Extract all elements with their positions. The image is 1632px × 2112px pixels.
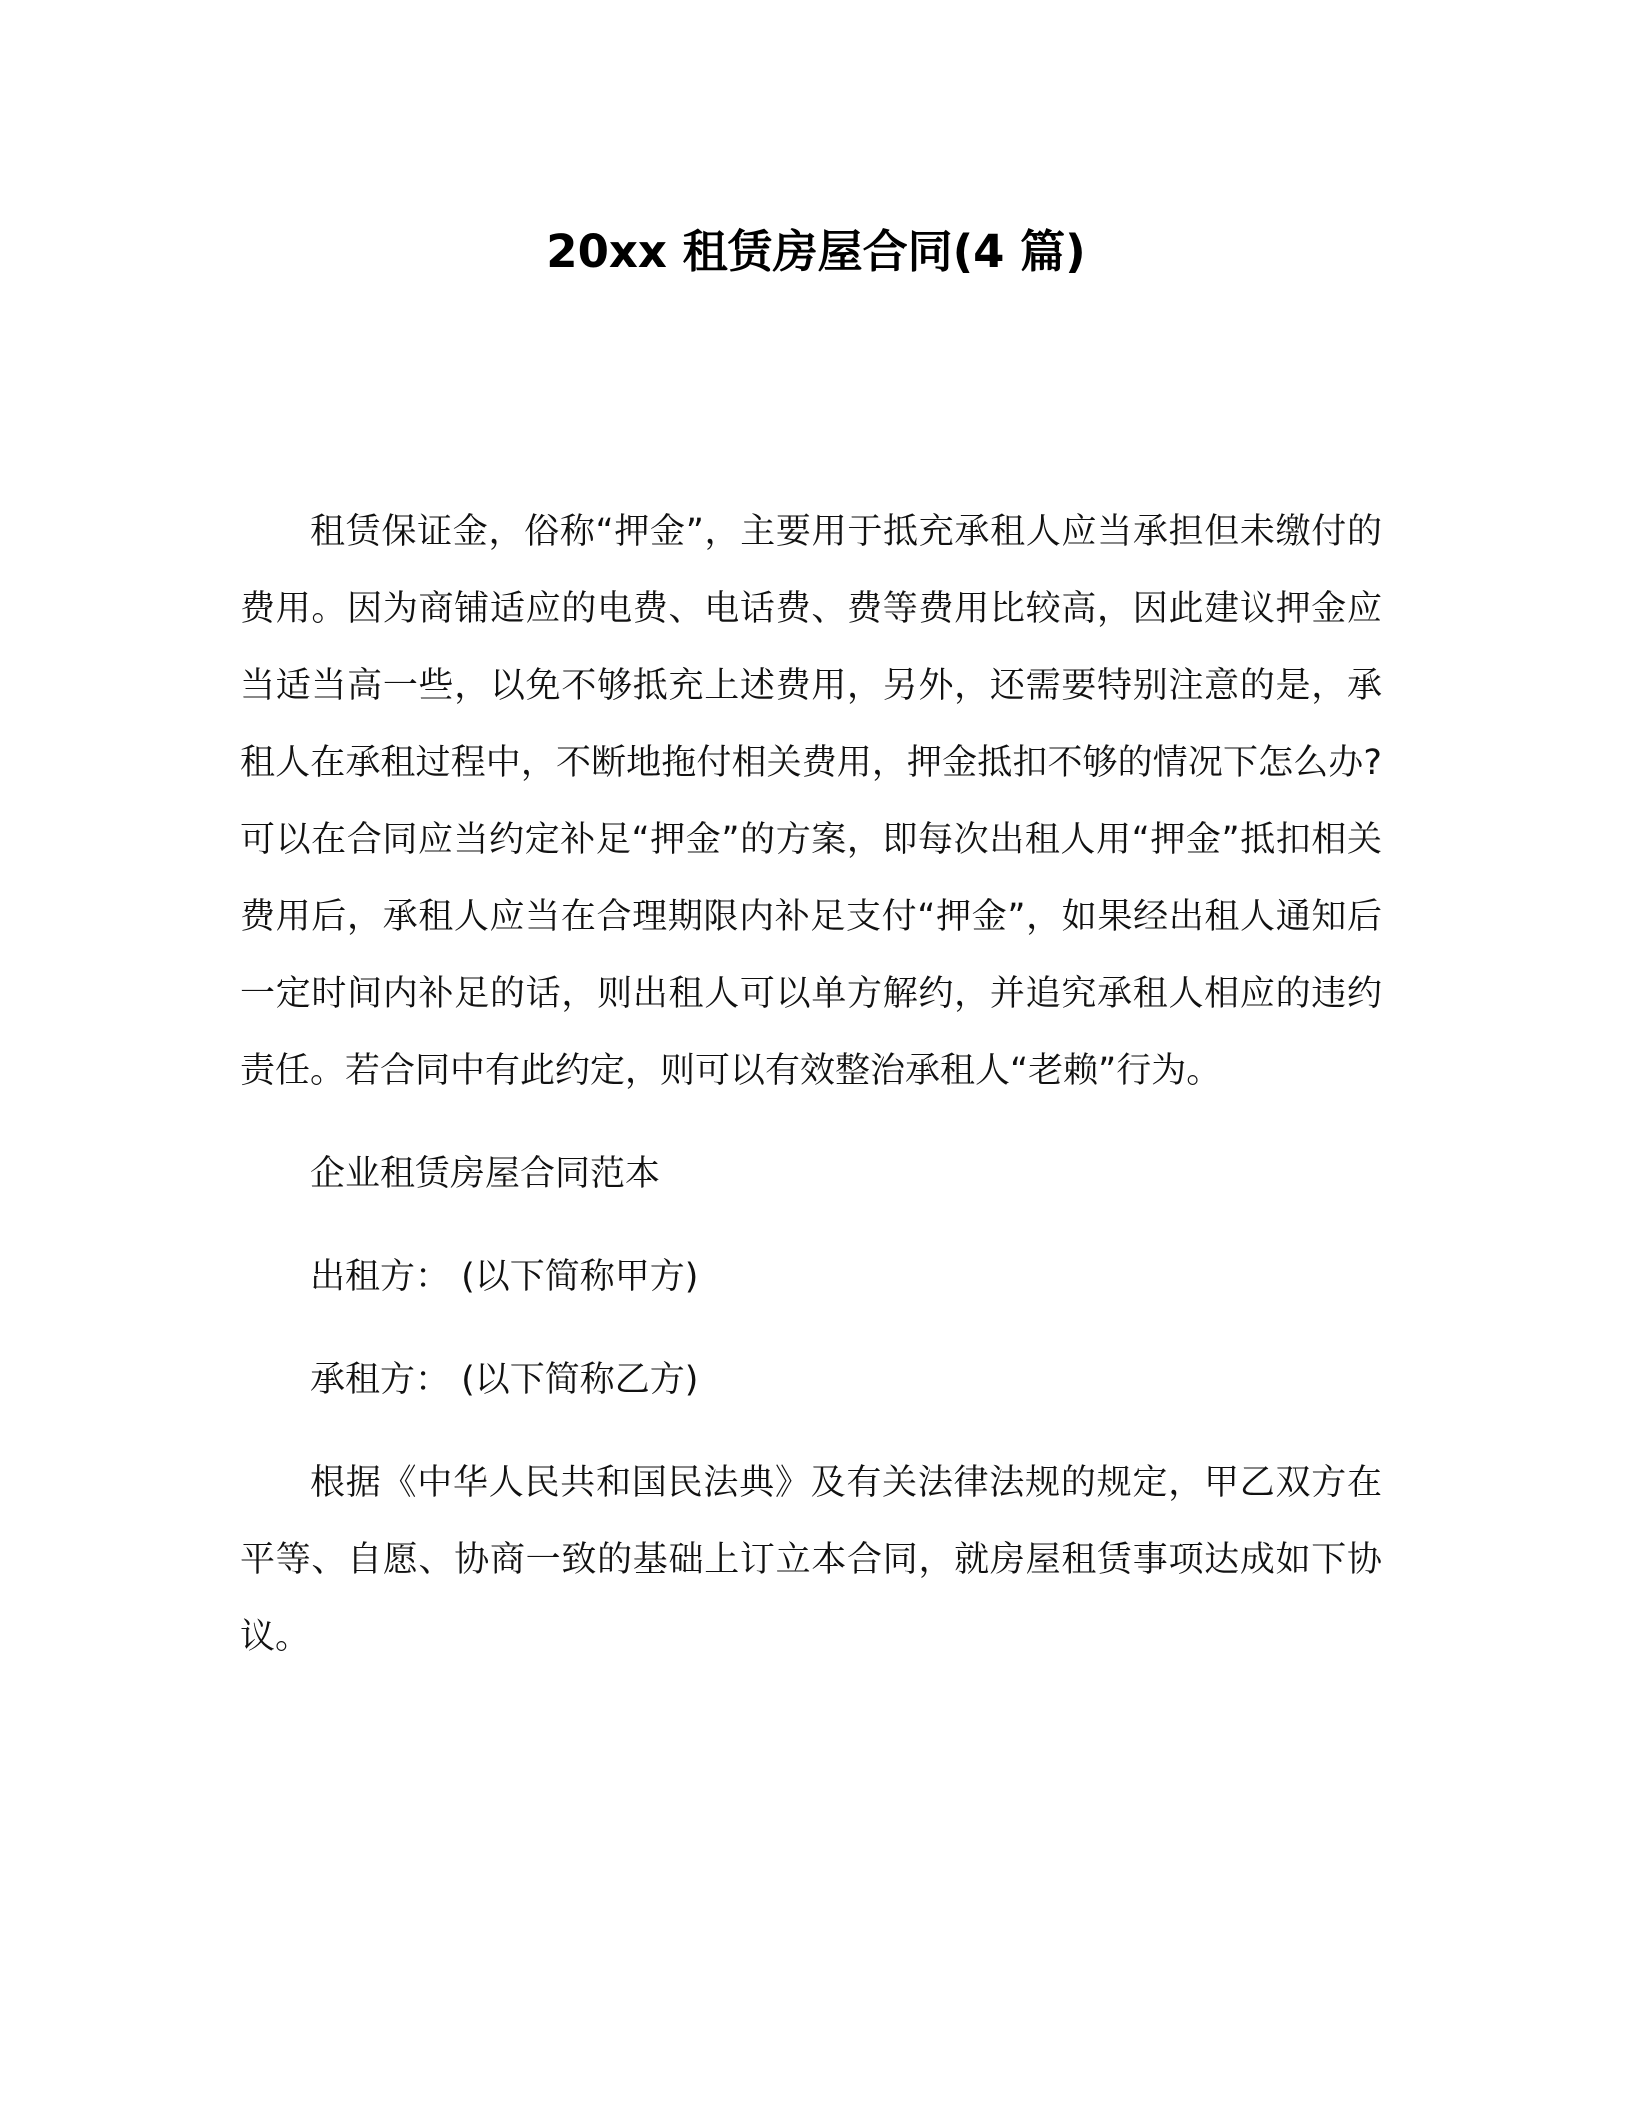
lessor-line: 出租方： (以下简称甲方): [310, 1257, 699, 1297]
lessee-line: 承租方： (以下简称乙方): [310, 1360, 699, 1400]
document-body: [240, 494, 1382, 1676]
contract-template-heading: 企业租赁房屋合同范本: [310, 1154, 661, 1194]
deposit-paragraph: 租赁保证金，俗称“押金”，主要用于抵充承租人应当承担但未缴付的费用。因为商铺适应的电费、电话费、费等费用比较高，因此建议押金应当适当高一些，以免不够抵充上述费用，另外，还需要特别注意的是，承租人在承租过程中，不断地拖付相关费用，押金抵扣不够的情况下怎么办?可以在合同应当约定补足“押金”的方案，即每次出租人用“押金”抵扣相关费用后，承租人应当在合理期限内补足支付“押金”，如果经出租人通知后一定时间内补足的话，则出租人可以单方解约，并追究承租人相应的违约责任。若合同中有此约定，则可以有效整治承租人“老赖”行为。: [240, 512, 1382, 1091]
legal-basis-paragraph: 根据《中华人民共和国民法典》及有关法律法规的规定，甲乙双方在平等、自愿、协商一致的基础上订立本合同，就房屋租赁事项达成如下协议。: [240, 1463, 1382, 1657]
document-title: 20xx 租赁房屋合同(4 篇): [546, 225, 1086, 278]
